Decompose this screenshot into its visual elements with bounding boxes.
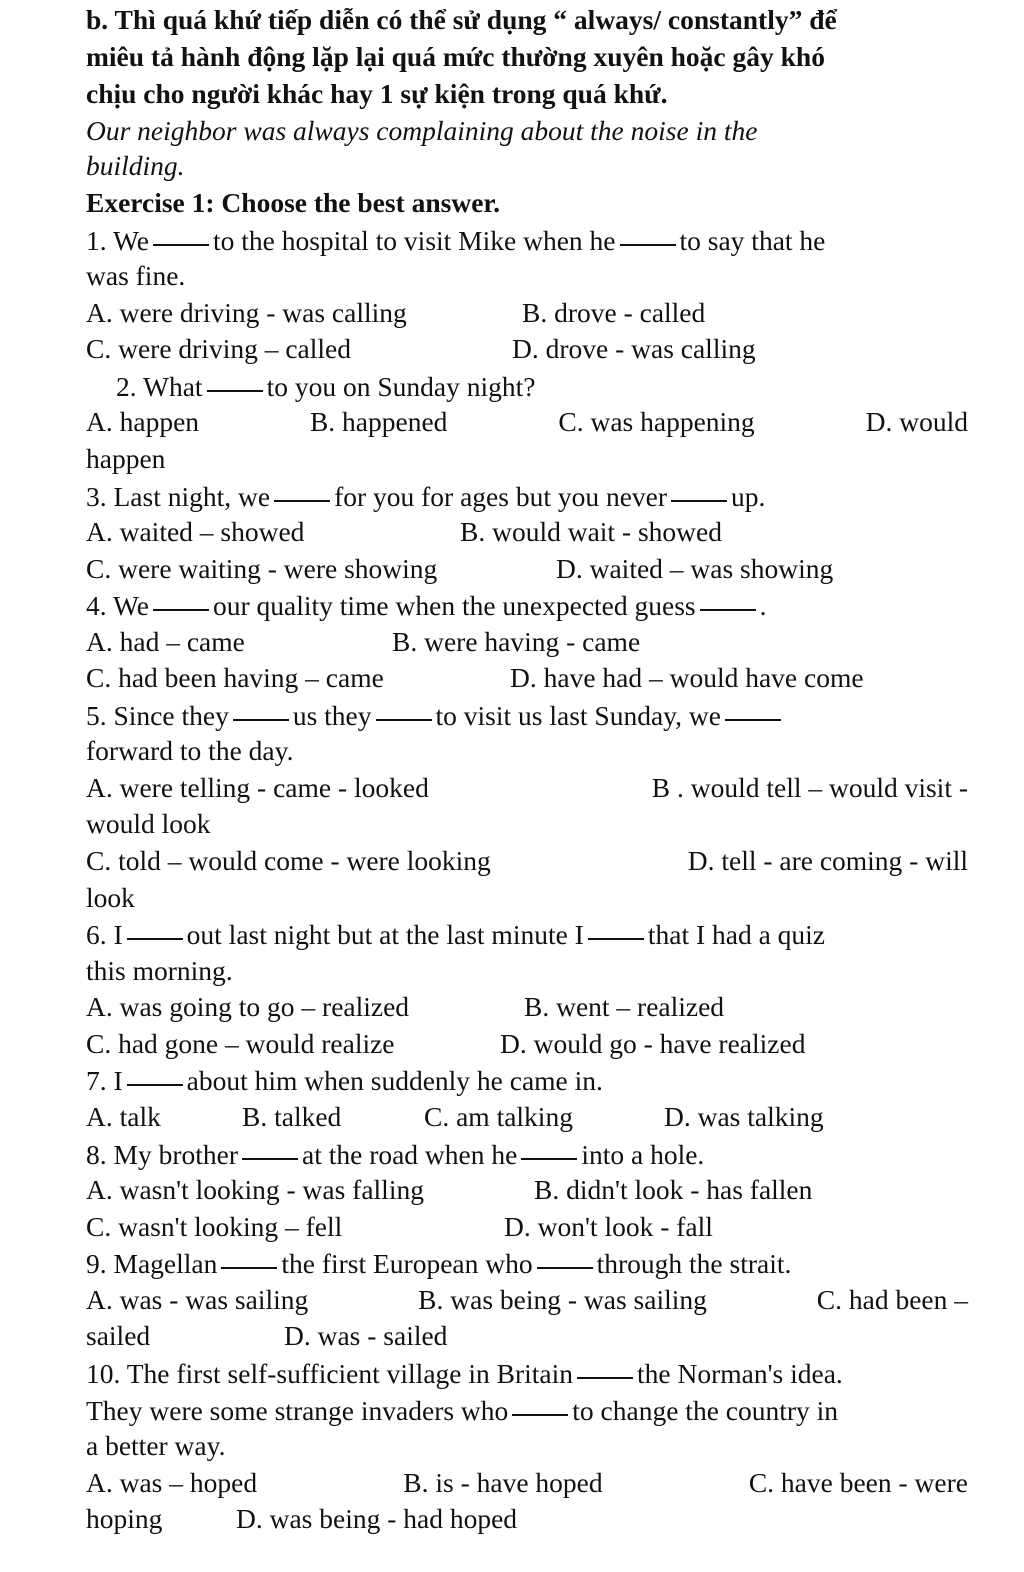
question-text: 4. We [86, 590, 149, 621]
question-3 [86, 478, 765, 515]
question-text: They were some strange invaders who [86, 1395, 509, 1426]
question-text: 10. The first self-sufficient village in Britain [86, 1358, 573, 1389]
question-text: to the hospital to visit Mike when he [212, 225, 616, 256]
question-text: to change the country in [572, 1395, 839, 1426]
option-a: A. was - was sailing [86, 1284, 309, 1315]
option-d: D. was - sailed [284, 1320, 448, 1351]
example-sentence: Our neighbor was always complaining about the noise in the [86, 115, 758, 146]
question-text: through the strait. [596, 1248, 792, 1279]
option-a: A. was – hoped [86, 1467, 258, 1498]
answer-blank [620, 218, 676, 246]
question-9 [86, 1245, 791, 1282]
question-continuation: a better way. [86, 1430, 226, 1461]
answer-blank [700, 583, 756, 611]
option-d: D. have had – would have come [510, 662, 864, 693]
option-continuation: hoping [86, 1503, 163, 1534]
answer-blank [242, 1132, 298, 1160]
option-a: A. were driving - was calling [86, 297, 407, 328]
option-d: D. won't look - fall [504, 1211, 713, 1242]
question-text: 3. Last night, we [86, 481, 271, 512]
question-text: the Norman's idea. [637, 1358, 843, 1389]
options-row [86, 1282, 968, 1318]
option-a: A. waited – showed [86, 516, 305, 547]
question-text: 5. Since they [86, 700, 229, 731]
option-c: C. were driving – called [86, 333, 351, 364]
intro-heading-line: miêu tả hành động lặp lại quá mức thường xuyên hoặc gây khó [86, 41, 825, 72]
question-text: 2. What [116, 371, 203, 402]
answer-blank [725, 693, 781, 721]
option-d: D. was talking [664, 1101, 824, 1132]
answer-blank [537, 1241, 593, 1269]
option-c: C. were waiting - were showing [86, 553, 438, 584]
question-7 [86, 1062, 603, 1099]
question-text: us they [292, 700, 372, 731]
options-row [86, 770, 968, 806]
option-b: B. is - have hoped [403, 1467, 603, 1498]
answer-blank [153, 218, 209, 246]
option-c: C. told – would come - were looking [86, 845, 491, 876]
question-text: to say that he [679, 225, 826, 256]
option-a: A. were telling - came - looked [86, 772, 429, 803]
answer-blank [671, 474, 727, 502]
option-continuation: look [86, 882, 135, 913]
answer-blank [512, 1388, 568, 1416]
question-text: . [759, 590, 767, 621]
option-continuation: sailed [86, 1320, 151, 1351]
option-b: B . would tell – would visit - [651, 772, 968, 803]
question-text: into a hole. [581, 1139, 705, 1170]
question-continuation: forward to the day. [86, 735, 294, 766]
option-d: D. waited – was showing [556, 553, 834, 584]
option-d: D. would go - have realized [500, 1028, 806, 1059]
option-c: C. wasn't looking – fell [86, 1211, 343, 1242]
intro-heading-line: chịu cho người khác hay 1 sự kiện trong quá khứ. [86, 78, 668, 109]
option-continuation: would look [86, 808, 211, 839]
question-2 [116, 368, 535, 405]
question-text: 8. My brother [86, 1139, 238, 1170]
question-text: to visit us last Sunday, we [435, 700, 721, 731]
answer-blank [233, 693, 289, 721]
question-text: out last night but at the last minute I [186, 919, 584, 950]
question-text: up. [731, 481, 766, 512]
option-b: B. talked [242, 1101, 342, 1132]
option-c: C. had been – [816, 1284, 968, 1315]
answer-blank [376, 693, 432, 721]
option-c: C. had gone – would realize [86, 1028, 395, 1059]
option-d: D. drove - was calling [512, 333, 756, 364]
question-continuation: this morning. [86, 955, 233, 986]
option-b: B. were having - came [392, 626, 641, 657]
options-row [86, 404, 968, 440]
option-d: D. would [865, 406, 968, 437]
question-text: 6. I [86, 919, 123, 950]
option-b: B. was being - was sailing [418, 1284, 707, 1315]
answer-blank [588, 912, 644, 940]
question-continuation: was fine. [86, 260, 186, 291]
answer-blank [577, 1351, 633, 1379]
option-c: C. am talking [424, 1101, 573, 1132]
question-text: that I had a quiz [647, 919, 825, 950]
example-sentence: building. [86, 150, 185, 181]
options-row [86, 1465, 968, 1501]
option-b: B. would wait - showed [460, 516, 722, 547]
option-d: D. tell - are coming - will [687, 845, 968, 876]
answer-blank [274, 474, 330, 502]
question-text: at the road when he [302, 1139, 518, 1170]
answer-blank [521, 1132, 577, 1160]
option-a: A. wasn't looking - was falling [86, 1174, 424, 1205]
question-6 [86, 916, 825, 953]
option-b: B. drove - called [522, 297, 706, 328]
answer-blank [221, 1241, 277, 1269]
options-row [86, 843, 968, 879]
question-text: about him when suddenly he came in. [186, 1065, 603, 1096]
option-c: C. have been - were [748, 1467, 968, 1498]
question-8 [86, 1136, 704, 1173]
question-1 [86, 222, 825, 259]
question-5 [86, 697, 785, 734]
option-a: A. was going to go – realized [86, 991, 410, 1022]
option-d: D. was being - had hoped [236, 1503, 518, 1534]
question-text: the first European who [281, 1248, 533, 1279]
question-text: to you on Sunday night? [266, 371, 536, 402]
question-4 [86, 587, 767, 624]
option-a: A. talk [86, 1101, 161, 1132]
option-a: A. happen [86, 406, 200, 437]
answer-blank [153, 583, 209, 611]
option-continuation: happen [86, 443, 166, 474]
answer-blank [127, 912, 183, 940]
option-c: C. had been having – came [86, 662, 384, 693]
option-b: B. didn't look - has fallen [534, 1174, 813, 1205]
answer-blank [207, 364, 263, 392]
question-text: for you for ages but you never [334, 481, 668, 512]
question-text: 9. Magellan [86, 1248, 218, 1279]
option-a: A. had – came [86, 626, 245, 657]
question-text: 1. We [86, 225, 149, 256]
answer-blank [127, 1058, 183, 1086]
option-b: B. happened [309, 406, 448, 437]
question-10 [86, 1355, 843, 1392]
question-text: our quality time when the unexpected guess [212, 590, 696, 621]
question-text: 7. I [86, 1065, 123, 1096]
exercise-title: Exercise 1: Choose the best answer. [86, 187, 500, 218]
option-c: C. was happening [558, 406, 755, 437]
question-10-line-2 [86, 1392, 838, 1429]
intro-heading-line: b. Thì quá khứ tiếp diễn có thể sử dụng “ always/ constantly” để [86, 4, 837, 35]
option-b: B. went – realized [524, 991, 725, 1022]
